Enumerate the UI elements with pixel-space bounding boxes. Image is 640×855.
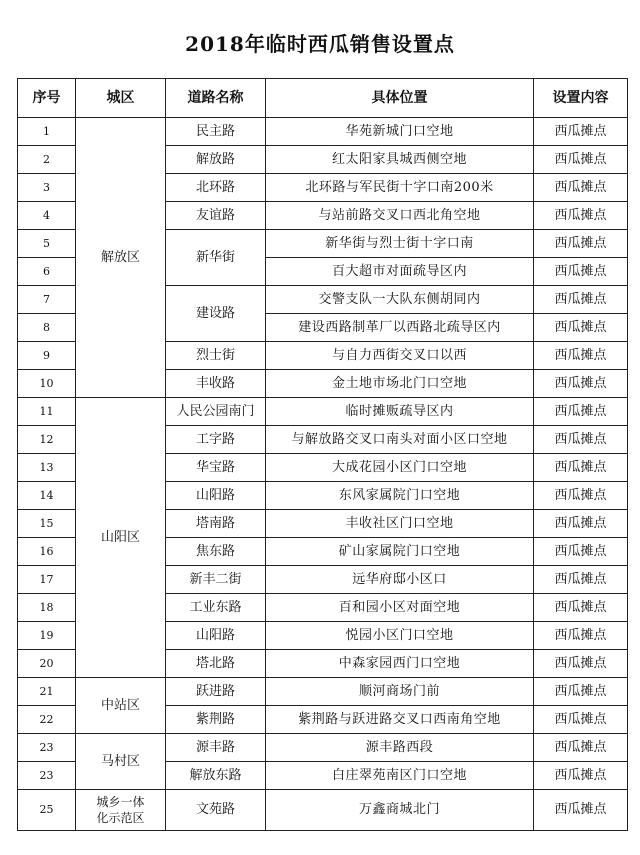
content-cell: 西瓜摊点 — [534, 790, 628, 831]
sales-point-table — [17, 78, 628, 831]
district-line: 城乡一体 — [96, 795, 145, 809]
row-no: 10 — [18, 370, 76, 398]
header-location: 具体位置 — [266, 79, 534, 118]
content-cell: 西瓜摊点 — [534, 482, 628, 510]
content-cell: 西瓜摊点 — [534, 146, 628, 174]
table-row — [18, 678, 628, 706]
location-cell: 建设西路制革厂以西路北疏导区内 — [266, 314, 534, 342]
road-cell: 塔北路 — [166, 650, 266, 678]
content-cell: 西瓜摊点 — [534, 230, 628, 258]
location-cell: 紫荆路与跃进路交叉口西南角空地 — [266, 706, 534, 734]
location-cell: 大成花园小区门口空地 — [266, 454, 534, 482]
location-cell: 与自力西街交叉口以西 — [266, 342, 534, 370]
road-cell: 人民公园南门 — [166, 398, 266, 426]
road-cell-xinhuajie: 新华街 — [166, 230, 266, 286]
row-no: 17 — [18, 566, 76, 594]
row-no: 11 — [18, 398, 76, 426]
district-cell-jiefang: 解放区 — [76, 118, 166, 398]
table-row — [18, 398, 628, 426]
row-no: 7 — [18, 286, 76, 314]
content-cell: 西瓜摊点 — [534, 342, 628, 370]
location-cell: 顺河商场门前 — [266, 678, 534, 706]
road-cell: 塔南路 — [166, 510, 266, 538]
row-no: 25 — [18, 790, 76, 831]
road-cell: 烈士街 — [166, 342, 266, 370]
district-cell-chengxiang — [76, 790, 166, 831]
road-cell: 工业东路 — [166, 594, 266, 622]
location-cell: 中森家园西门口空地 — [266, 650, 534, 678]
page-title: 2018年临时西瓜销售设置点 — [185, 32, 455, 56]
road-cell: 紫荆路 — [166, 706, 266, 734]
road-cell: 解放东路 — [166, 762, 266, 790]
table-row — [18, 734, 628, 762]
header-district: 城区 — [76, 79, 166, 118]
location-cell: 北环路与军民街十字口南200米 — [266, 174, 534, 202]
road-cell: 山阳路 — [166, 482, 266, 510]
road-cell: 源丰路 — [166, 734, 266, 762]
row-no: 4 — [18, 202, 76, 230]
row-no: 9 — [18, 342, 76, 370]
road-cell: 华宝路 — [166, 454, 266, 482]
location-cell: 丰收社区门口空地 — [266, 510, 534, 538]
road-cell: 跃进路 — [166, 678, 266, 706]
content-cell: 西瓜摊点 — [534, 202, 628, 230]
location-cell: 与解放路交叉口南头对面小区口空地 — [266, 426, 534, 454]
content-cell: 西瓜摊点 — [534, 706, 628, 734]
location-cell: 远华府邸小区口 — [266, 566, 534, 594]
content-cell: 西瓜摊点 — [534, 678, 628, 706]
location-cell: 临时摊贩疏导区内 — [266, 398, 534, 426]
content-cell: 西瓜摊点 — [534, 454, 628, 482]
location-cell: 悦园小区门口空地 — [266, 622, 534, 650]
location-cell: 与站前路交叉口西北角空地 — [266, 202, 534, 230]
row-no: 2 — [18, 146, 76, 174]
row-no: 23 — [18, 734, 76, 762]
road-cell: 北环路 — [166, 174, 266, 202]
header-road: 道路名称 — [166, 79, 266, 118]
content-cell: 西瓜摊点 — [534, 650, 628, 678]
table-row — [18, 118, 628, 146]
row-no: 18 — [18, 594, 76, 622]
table-header-row — [18, 79, 628, 118]
content-cell: 西瓜摊点 — [534, 258, 628, 286]
district-cell-zhongzhan: 中站区 — [76, 678, 166, 734]
district-cell-macun: 马村区 — [76, 734, 166, 790]
road-cell: 丰收路 — [166, 370, 266, 398]
content-cell: 西瓜摊点 — [534, 174, 628, 202]
content-cell: 西瓜摊点 — [534, 286, 628, 314]
content-cell: 西瓜摊点 — [534, 622, 628, 650]
table-row — [18, 790, 628, 831]
content-cell: 西瓜摊点 — [534, 762, 628, 790]
location-cell: 万鑫商城北门 — [266, 790, 534, 831]
row-no: 21 — [18, 678, 76, 706]
road-cell: 文苑路 — [166, 790, 266, 831]
content-cell: 西瓜摊点 — [534, 734, 628, 762]
road-cell: 解放路 — [166, 146, 266, 174]
location-cell: 百和园小区对面空地 — [266, 594, 534, 622]
row-no: 19 — [18, 622, 76, 650]
content-cell: 西瓜摊点 — [534, 510, 628, 538]
row-no: 12 — [18, 426, 76, 454]
location-cell: 新华街与烈士街十字口南 — [266, 230, 534, 258]
row-no: 13 — [18, 454, 76, 482]
header-no: 序号 — [18, 79, 76, 118]
content-cell: 西瓜摊点 — [534, 566, 628, 594]
location-cell: 红太阳家具城西侧空地 — [266, 146, 534, 174]
row-no: 14 — [18, 482, 76, 510]
row-no: 22 — [18, 706, 76, 734]
location-cell: 百大超市对面疏导区内 — [266, 258, 534, 286]
row-no: 1 — [18, 118, 76, 146]
content-cell: 西瓜摊点 — [534, 314, 628, 342]
row-no: 23 — [18, 762, 76, 790]
location-cell: 矿山家属院门口空地 — [266, 538, 534, 566]
content-cell: 西瓜摊点 — [534, 538, 628, 566]
road-cell: 焦东路 — [166, 538, 266, 566]
row-no: 3 — [18, 174, 76, 202]
row-no: 5 — [18, 230, 76, 258]
row-no: 20 — [18, 650, 76, 678]
road-cell: 友谊路 — [166, 202, 266, 230]
location-cell: 交警支队一大队东侧胡同内 — [266, 286, 534, 314]
location-cell: 华苑新城门口空地 — [266, 118, 534, 146]
road-cell: 民主路 — [166, 118, 266, 146]
location-cell: 金土地市场北门口空地 — [266, 370, 534, 398]
location-cell: 白庄翠苑南区门口空地 — [266, 762, 534, 790]
road-cell: 新丰二街 — [166, 566, 266, 594]
content-cell: 西瓜摊点 — [534, 426, 628, 454]
content-cell: 西瓜摊点 — [534, 118, 628, 146]
location-cell: 东风家属院门口空地 — [266, 482, 534, 510]
location-cell: 源丰路西段 — [266, 734, 534, 762]
header-content: 设置内容 — [534, 79, 628, 118]
road-cell-jianshelu: 建设路 — [166, 286, 266, 342]
row-no: 15 — [18, 510, 76, 538]
district-line: 化示范区 — [96, 811, 145, 825]
row-no: 16 — [18, 538, 76, 566]
content-cell: 西瓜摊点 — [534, 370, 628, 398]
row-no: 6 — [18, 258, 76, 286]
content-cell: 西瓜摊点 — [534, 398, 628, 426]
content-cell: 西瓜摊点 — [534, 594, 628, 622]
road-cell: 工字路 — [166, 426, 266, 454]
road-cell: 山阳路 — [166, 622, 266, 650]
row-no: 8 — [18, 314, 76, 342]
district-cell-shanyang: 山阳区 — [76, 398, 166, 678]
